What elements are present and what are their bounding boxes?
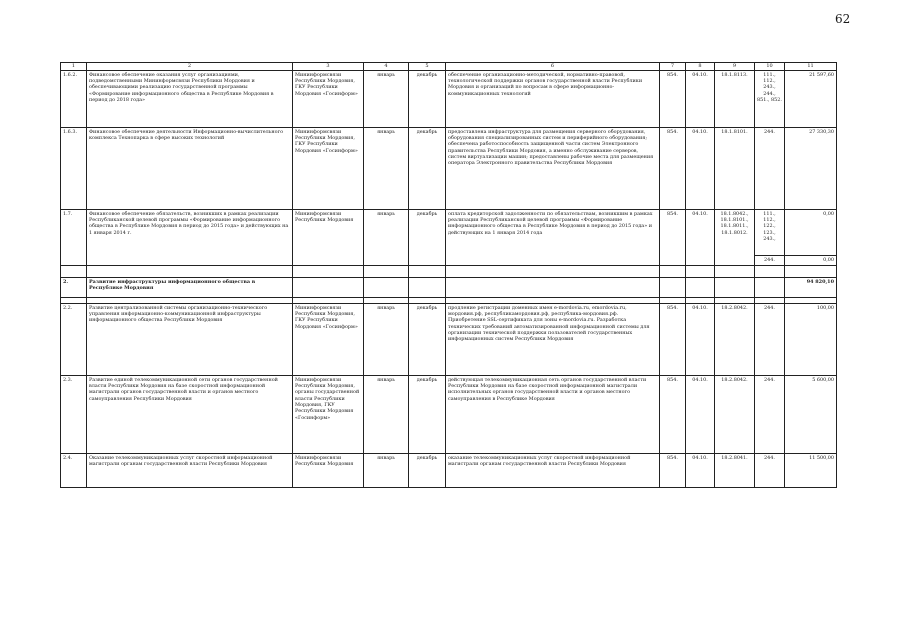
- col-header: 6: [446, 63, 660, 71]
- expected-result: предоставлена инфраструктура для размещения серверного оборудования, оборудования специализированных систем и периферийного оборудования; обеспечена работоспособность защищенной части систем Электронного правительства Республики Мордовия, а именно обслуживание серверов, систем виртуализации машин; предоставлены рабочие места для размещения оператора Электронного правительства Республики Мордовия: [446, 127, 660, 209]
- code-expense-type: 244.: [755, 375, 785, 453]
- code-expense-type: 244.: [755, 453, 785, 487]
- code-item: 244.: [764, 128, 775, 135]
- measure-name: Развитие единой телекоммуникационной сети органов государственной власти Республики Мордовия на базе скоростной информационной магистрали органов государственной власти и органов местного самоуправления Республики Мордовия: [87, 375, 293, 453]
- start-month: январь: [364, 375, 409, 453]
- amount: 11 500,00: [785, 453, 837, 487]
- code-grbs: 854.: [660, 453, 686, 487]
- code-section: 04.10.: [686, 209, 715, 265]
- code-section: 04.10.: [686, 70, 715, 127]
- expected-result: действующая телекоммуникационная сеть органов государственной власти Республики Мордовия на базе скоростной информационной магистрали исполнительных органов государственной власти и органов местного самоуправления в Республике Мордовия: [446, 375, 660, 453]
- col-header: 11: [785, 63, 837, 71]
- table-row: [61, 127, 837, 209]
- code-grbs: 854.: [660, 209, 686, 265]
- section-row: [61, 277, 837, 297]
- code-expense-type: 244.: [755, 303, 785, 375]
- section-title: Развитие инфраструктуры информационного общества в Республике Мордовия: [87, 277, 293, 297]
- page-number: 62: [835, 12, 851, 26]
- end-month: декабрь: [409, 453, 446, 487]
- expected-result: оплата кредиторской задолженности по обязательствам, возникшим в рамках реализации Республиканской целевой программы «Формирование информационного общества в Республике Мордовия в период до 2015 года» и действующих на 1 января 2014 года: [446, 209, 660, 265]
- col-header: 9: [715, 63, 755, 71]
- code-item: 243.,: [763, 236, 776, 242]
- start-month: январь: [364, 209, 409, 265]
- code-section: 04.10.: [686, 303, 715, 375]
- col-header: 2: [87, 63, 293, 71]
- measure-name: Оказание телекоммуникационных услуг скоростной информационной магистрали органам государственной власти Республики Мордовия: [87, 453, 293, 487]
- code-section: 04.10.: [686, 453, 715, 487]
- table-row: [61, 209, 837, 255]
- code-target: 18.1.8113.: [715, 70, 755, 127]
- row-number: 2.4.: [61, 453, 87, 487]
- code-target: 18.2.8042.: [715, 303, 755, 375]
- code-grbs: 854.: [660, 70, 686, 127]
- amount: 27 330,30: [785, 127, 837, 209]
- col-header: 1: [61, 63, 87, 71]
- row-number: 2.3.: [61, 375, 87, 453]
- col-header: 10: [755, 63, 785, 71]
- code-item: 243.,: [763, 84, 776, 91]
- col-header: 3: [293, 63, 364, 71]
- section-total: 94 820,10: [785, 277, 837, 297]
- code-expense-type: [755, 127, 785, 209]
- code-item: 244.,: [763, 90, 776, 97]
- end-month: декабрь: [409, 303, 446, 375]
- code-item: 123.,: [763, 229, 776, 236]
- code-item: 18.1.8011.,: [720, 223, 749, 230]
- start-month: январь: [364, 127, 409, 209]
- code-item: 112.,: [763, 216, 776, 223]
- measure-name: Финансовое обеспечение обязательств, возникших в рамках реализации Республиканской целевой программы «Формирование информационного общества в Республике Мордовия в период до 2015 года» и действующих на 1 января 2014 г.: [87, 209, 293, 265]
- code-item: 18.1.8042.,: [720, 210, 749, 217]
- executor: Мининформсвязи Республики Мордовия: [293, 453, 364, 487]
- row-number: 1.7.: [61, 209, 87, 265]
- table-row: [61, 303, 837, 375]
- code-expense-type: [755, 209, 785, 255]
- col-header: 4: [364, 63, 409, 71]
- code-item: 112.,: [763, 77, 776, 84]
- measure-name: Финансовое обеспечение оказания услуг организациями, подведомственными Мининформсвязи Республики Мордовия и обеспечивающими реализацию государственной программы «Формирование информационного общества в Республике Мордовия в период до 2018 года»: [87, 70, 293, 127]
- code-item: 111.,: [763, 71, 776, 78]
- code-item: 122.,: [763, 223, 776, 230]
- code-item: 851., 852.: [757, 97, 782, 103]
- amount: 5 600,00: [785, 375, 837, 453]
- code-target: 18.2.8041.: [715, 453, 755, 487]
- executor: Мининформсвязи Республики Мордовия, органы государственной власти Республики Мордовия, ГКУ Республики Мордовия «Госинформ»: [293, 375, 364, 453]
- code-section: 04.10.: [686, 127, 715, 209]
- amount: 0,00: [785, 255, 837, 265]
- expected-result: обеспечение организационно-методической, нормативно-правовой, технологической поддержки органов государственной власти Республики Мордовия и организаций по вопросам в сфере информационно-коммуникационных технологий: [446, 70, 660, 127]
- measure-name: Финансовое обеспечение деятельности Информационно-вычислительного комплекса Технопарка в сфере высоких технологий: [87, 127, 293, 209]
- code-expense-type: 244.: [755, 255, 785, 265]
- code-item: 18.1.8012.: [721, 229, 748, 236]
- start-month: январь: [364, 303, 409, 375]
- table-row: [61, 70, 837, 127]
- program-table: [60, 62, 837, 488]
- amount: 0,00: [785, 209, 837, 255]
- end-month: декабрь: [409, 127, 446, 209]
- code-grbs: 854.: [660, 303, 686, 375]
- code-target: 18.2.8042.: [715, 375, 755, 453]
- code-expense-type: [755, 70, 785, 127]
- code-grbs: 854.: [660, 375, 686, 453]
- code-target: [715, 209, 755, 265]
- table-row: [61, 453, 837, 487]
- end-month: декабрь: [409, 209, 446, 265]
- start-month: январь: [364, 70, 409, 127]
- row-number: 1.6.2.: [61, 70, 87, 127]
- end-month: декабрь: [409, 70, 446, 127]
- end-month: декабрь: [409, 375, 446, 453]
- expected-result: продление регистрации доменных имен e-mordovia.ru, emordovia.ru, мордовия.рф, республикамордовия.рф, республика-мордовия.рф. Приобретение SSL-сертификата для зоны e-mordovia.ru. Разработка технических требований автоматизированной информационной системы для организации технической поддержки пользователей государственных информационных систем Республики Мордовия: [446, 303, 660, 375]
- col-header: 8: [686, 63, 715, 71]
- column-number-row: [61, 63, 837, 71]
- row-number: 2.2.: [61, 303, 87, 375]
- measure-name: Развитие централизованной системы организационно-технического управления информационно-коммуникационной инфраструктуры информационного общества Республики Мордовия: [87, 303, 293, 375]
- section-number: 2.: [61, 277, 87, 297]
- start-month: январь: [364, 453, 409, 487]
- amount: 100,00: [785, 303, 837, 375]
- executor: Мининформсвязи Республики Мордовия: [293, 209, 364, 265]
- executor: Мининформсвязи Республики Мордовия, ГКУ Республики Мордовия «Госинформ»: [293, 303, 364, 375]
- expected-result: оказание телекоммуникационных услуг скоростной информационной магистрали органам государственной власти Республики Мордовия: [446, 453, 660, 487]
- amount: 21 597,60: [785, 70, 837, 127]
- table-row: [61, 375, 837, 453]
- code-section: 04.10.: [686, 375, 715, 453]
- spacer-row: [61, 265, 837, 277]
- col-header: 5: [409, 63, 446, 71]
- code-item: 18.1.8101.,: [720, 216, 749, 223]
- executor: Мининформсвязи Республики Мордовия, ГКУ Республики Мордовия «Госинформ»: [293, 70, 364, 127]
- code-target: 18.1.8101.: [715, 127, 755, 209]
- executor: Мининформсвязи Республики Мордовия, ГКУ Республики Мордовия «Госинформ»: [293, 127, 364, 209]
- code-item: 111.,: [763, 210, 776, 217]
- col-header: 7: [660, 63, 686, 71]
- row-number: 1.6.3.: [61, 127, 87, 209]
- code-grbs: 854.: [660, 127, 686, 209]
